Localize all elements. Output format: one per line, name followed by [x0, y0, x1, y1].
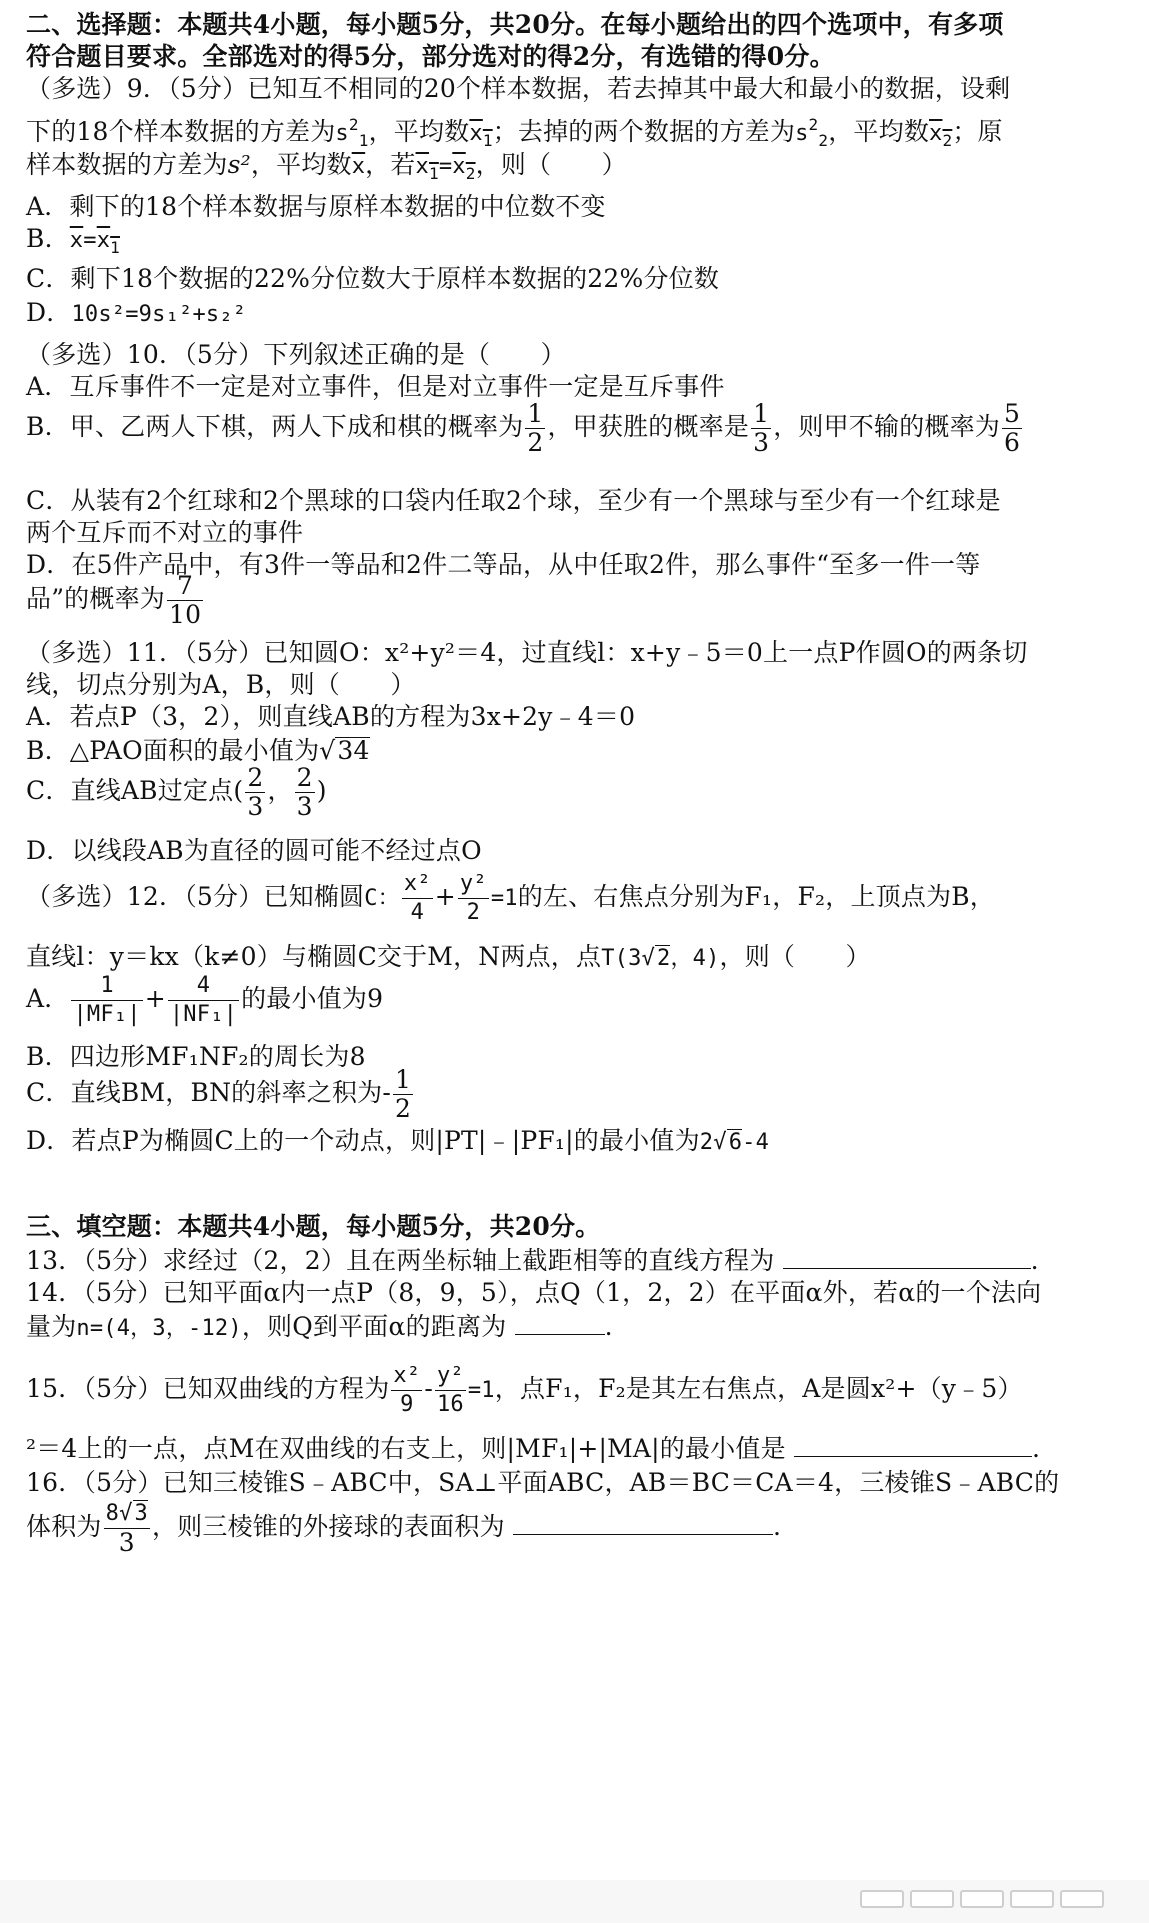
- q12-a-label: A．: [26, 984, 70, 1013]
- bottom-scroll-strip: [0, 1880, 1149, 1923]
- q13-line: 13．（5分）求经过（2，2）且在两坐标轴上截距相等的直线方程为 .: [26, 1246, 1039, 1275]
- q13-answer-blank[interactable]: [783, 1244, 1031, 1269]
- hyperbola-x-term: $\frac{\text{x²}}{9}$: [393, 1363, 421, 1417]
- s2-var: $s^2_2$: [795, 115, 829, 150]
- ellipse-x-term: $\frac{\text{x²}}{4}$: [403, 871, 431, 925]
- q9-option-b: [26, 222, 1135, 265]
- q9-text7: ，平均数: [250, 150, 352, 179]
- q15-text1: 15．（5分）已知双曲线的方程为: [26, 1374, 390, 1403]
- cond-expr: $x_1=x_2$: [415, 154, 476, 183]
- page-thumb-4[interactable]: [1010, 1890, 1054, 1908]
- q12-text3: 直线l：y＝kx（k≠0）与椭圆C交于M，N两点，点: [26, 942, 602, 971]
- frac-volume: $\frac{8√3}{3}$: [105, 1501, 148, 1557]
- q9-text2: ，平均数: [368, 117, 470, 146]
- q10-b-text3: ，则甲不输的概率为: [773, 412, 1001, 441]
- section2-heading: 二、选择题：本题共4小题，每小题5分，共20分。在每小题给出的四个选项中，有多项: [26, 10, 1004, 39]
- section3-heading: 三、填空题：本题共4小题，每小题5分，共20分。: [26, 1212, 601, 1241]
- q12-option-c: [26, 1066, 1135, 1123]
- q12-text4: ，则（ ）: [719, 942, 871, 971]
- q9-option-c: C．剩下18个数据的22%分位数大于原样本数据的22%分位数: [26, 264, 720, 293]
- x2-var: $x_2$: [929, 121, 953, 150]
- frac-five-sixths: $\frac{5}{6}$: [1004, 399, 1021, 457]
- q10-option-a: A．互斥事件不一定是对立事件，但是对立事件一定是互斥事件: [26, 372, 725, 401]
- q14-line1: 14．（5分）已知平面α内一点P（8，9，5），点Q（1，2，2）在平面α外，若α的一个法向: [26, 1278, 1042, 1307]
- q12-c-text: C．直线BM，BN的斜率之积为: [26, 1078, 383, 1107]
- q16-line1: 16．（5分）已知三棱锥S﹣ABC中，SA⊥平面ABC，AB＝BC＝CA＝4，三棱锥S﹣ABC的: [26, 1468, 1060, 1497]
- frac-inv-mf1: $\frac{1}{\text{|MF₁|}}$: [73, 973, 141, 1027]
- ellipse-y-term: $\frac{\text{y²}}{2}$: [459, 871, 487, 925]
- ellipse-rhs: =1: [490, 886, 518, 911]
- q9-text3: ；去掉的两个数据的方差为: [492, 117, 796, 146]
- q9-text8: ，若: [365, 150, 416, 179]
- hyperbola-rhs: =1: [467, 1378, 495, 1403]
- q16-line2: 体积为 $\frac{8√3}{3}$ ，则三棱锥的外接球的表面积为 .: [26, 1501, 782, 1557]
- q9-text6: 样本数据的方差为: [26, 150, 228, 179]
- q9-option-a: A．剩下的18个样本数据与原样本数据的中位数不变: [26, 192, 606, 221]
- q16-text1: 体积为: [26, 1512, 102, 1541]
- q12-text1: （多选）12．（5分）已知椭圆: [26, 882, 365, 911]
- q15-line1: 15．（5分）已知双曲线的方程为 $\frac{\text{x²}}{9}$ - $\frac{\text{y²}}{16}$ =1，点F₁，F₂是其左右焦点，A是圆x²+（y﹣5）: [26, 1363, 1023, 1417]
- q11-option-d: D．以线段AB为直径的圆可能不经过点O: [26, 836, 482, 865]
- q11-option-c: C．直线AB过定点( $\frac{2}{3}$ ， $\frac{2}{3}$ ): [26, 763, 327, 821]
- point-t: T(3√2，4): [601, 946, 720, 971]
- ellipse-name: C：: [364, 886, 400, 911]
- q15-text3: ²＝4上的一点，点M在双曲线的右支上，则|MF₁|+|MA|的最小值是: [26, 1434, 786, 1463]
- frac-four-nf1: $\frac{4}{\text{|NF₁|}}$: [169, 973, 238, 1027]
- page-thumb-1[interactable]: [860, 1890, 904, 1908]
- q14-text1: 量为: [26, 1312, 77, 1341]
- q9-text5: ；原: [952, 117, 1003, 146]
- q9-option-d: [26, 296, 1135, 332]
- frac-third: $\frac{1}{3}$: [753, 399, 770, 457]
- minus-sign: -: [382, 1078, 392, 1107]
- q15-line2: ²＝4上的一点，点M在双曲线的右支上，则|MF₁|+|MA|的最小值是 .: [26, 1434, 1041, 1463]
- q12-d-expr: 2√6-4: [699, 1130, 770, 1155]
- s1-var: $s^2_1$: [335, 115, 369, 150]
- q9-b-label: B．: [26, 224, 70, 253]
- q10-option-d-line1: D．在5件产品中，有3件一等品和2件二等品，从中任取2件，那么事件“至多一件一等: [26, 550, 981, 579]
- page-thumb-3[interactable]: [960, 1890, 1004, 1908]
- frac-half: $\frac{1}{2}$: [527, 399, 544, 457]
- frac-seven-tenths: $\frac{7}{10}$: [168, 571, 202, 629]
- page-thumb-5[interactable]: [1060, 1890, 1104, 1908]
- q9-b-expr: $\overline{x}=x_1$: [69, 228, 120, 257]
- section2-heading-cont: 符合题目要求。全部选对的得5分，部分选对的得2分，有选错的得0分。: [26, 42, 835, 71]
- q12-d-text: D．若点P为椭圆C上的一个动点，则|PT|﹣|PF₁|的最小值为: [26, 1126, 700, 1155]
- q10-option-c-line1: C．从装有2个红球和2个黑球的口袋内任取2个球，至少有一个黑球与至少有一个红球是: [26, 486, 1001, 515]
- q14-answer-blank[interactable]: [515, 1310, 605, 1335]
- q12-text2: 的左、右焦点分别为F₁，F₂，上顶点为B，: [517, 882, 996, 911]
- q11-line2: 线，切点分别为A，B，则（ ）: [26, 670, 416, 699]
- q10-b-text2: ，甲获胜的概率是: [547, 412, 750, 441]
- q9-line1: （多选）9．（5分）已知互不相同的20个样本数据，若去掉其中最大和最小的数据，设剩: [26, 74, 1011, 103]
- q10-option-c-line2: 两个互斥而不对立的事件: [26, 518, 304, 547]
- q9-text9: ，则（ ）: [475, 150, 627, 179]
- q11-c-text: C．直线AB过定点: [26, 776, 234, 805]
- q12-a-tail: 的最小值为9: [241, 984, 384, 1013]
- s-sq: s²: [227, 150, 251, 179]
- q10-line1: （多选）10．（5分）下列叙述正确的是（ ）: [26, 340, 566, 369]
- x1-var: $x_1$: [469, 121, 493, 150]
- frac-neg-half: $\frac{1}{2}$: [395, 1065, 412, 1123]
- q12-option-d: [26, 1124, 1135, 1160]
- q9-d-expr: 10s²=9s₁²+s₂²: [71, 302, 247, 327]
- q16-answer-blank[interactable]: [513, 1510, 773, 1535]
- xbar-var: $\overline{x}$: [351, 154, 366, 179]
- q10-b-text1: B．甲、乙两人下棋，两人下成和棋的概率为: [26, 412, 524, 441]
- frac-two-thirds-b: $\frac{2}{3}$: [296, 763, 313, 821]
- q14-text2: ，则Q到平面α的距离为: [241, 1312, 507, 1341]
- q12-option-b: B．四边形MF₁NF₂的周长为8: [26, 1042, 366, 1071]
- hyperbola-y-term: $\frac{\text{y²}}{16}$: [436, 1363, 464, 1417]
- q9-line3: [26, 148, 1135, 191]
- q15-text2: ，点F₁，F₂是其左右焦点，A是圆x²+（y﹣5）: [494, 1374, 1023, 1403]
- q9-text4: ，平均数: [828, 117, 930, 146]
- q12-option-a: A． $\frac{1}{\text{|MF₁|}}$ + $\frac{4}{\text{|NF₁|}}$ 的最小值为9: [26, 973, 384, 1027]
- sqrt-34: 34: [337, 736, 370, 765]
- q9-text: 下的18个样本数据的方差为: [26, 117, 336, 146]
- q10-d-text: 品”的概率为: [26, 584, 165, 613]
- q14-line2: 量为n=(4，3，-12)，则Q到平面α的距离为 .: [26, 1312, 613, 1341]
- q10-option-b: [26, 400, 1135, 457]
- q11-b-text: B．△PAO面积的最小值为: [26, 736, 320, 765]
- q12-line1: （多选）12．（5分）已知椭圆C： $\frac{\text{x²}}{4}$ + $\frac{\text{y²}}{2}$ =1的左、右焦点分别为F₁，F₂，上顶点为B，: [26, 871, 996, 925]
- normal-vector: n=(4，3，-12): [76, 1316, 242, 1341]
- q11-option-b: B．△PAO面积的最小值为√34: [26, 736, 370, 765]
- q11-line1: （多选）11．（5分）已知圆O：x²+y²＝4，过直线l：x+y﹣5＝0上一点P作圆O的两条切: [26, 638, 1028, 667]
- q11-option-a: A．若点P（3，2），则直线AB的方程为3x+2y﹣4＝0: [26, 702, 636, 731]
- q16-text2: ，则三棱锥的外接球的表面积为: [151, 1512, 505, 1541]
- q10-option-d-line2: [26, 572, 1135, 629]
- q13-text: 13．（5分）求经过（2，2）且在两坐标轴上截距相等的直线方程为: [26, 1246, 775, 1275]
- q12-line2: [26, 940, 1135, 976]
- q9-d-label: D．: [26, 298, 72, 327]
- q15-answer-blank[interactable]: [794, 1432, 1032, 1457]
- page-thumb-2[interactable]: [910, 1890, 954, 1908]
- frac-two-thirds-a: $\frac{2}{3}$: [247, 763, 264, 821]
